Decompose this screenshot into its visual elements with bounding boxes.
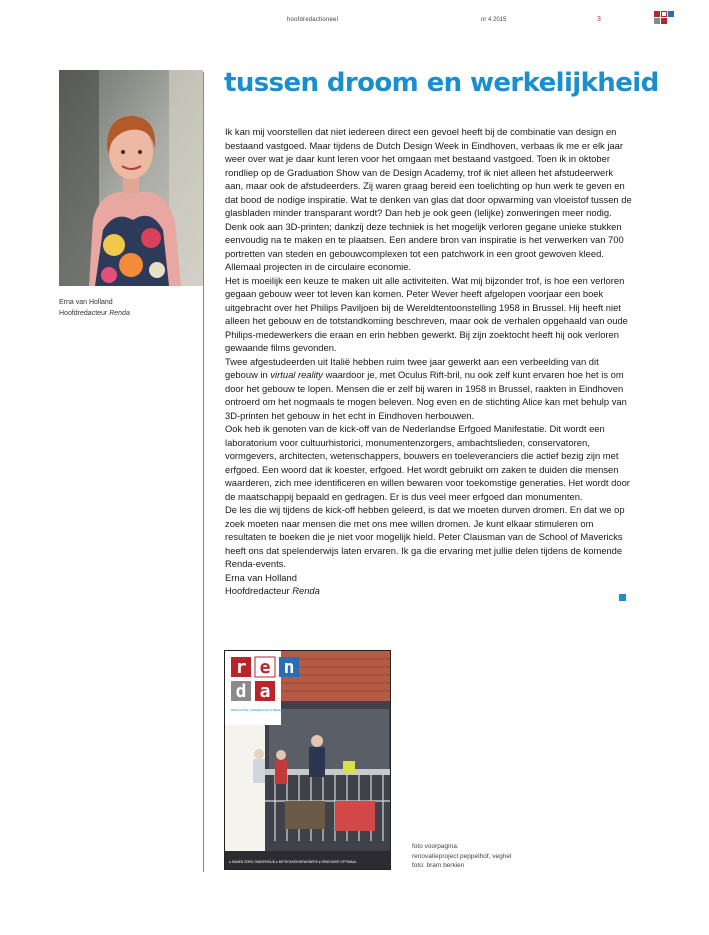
cover-tagline: RENOVATIE, ONDERHOUD & BEHEER [231, 708, 286, 712]
portrait-caption [59, 297, 130, 319]
cover-logo-letter-d: d [235, 681, 247, 702]
portrait-illustration [59, 70, 203, 286]
end-of-article-marker [619, 594, 626, 601]
paragraph-1: Ik kan mij voorstellen dat niet iedereen direct een gevoel heeft bij de combinatie van design en bestaand vastgoed. Maar tijdens de Dutch Design Week in Eindhoven, verbaas ik me er elk jaar weer over wat je daar kunt leren voor het omgaan met bestaand vastgoed. Toen ik in oktober rondliep op de Graduation Show van de Design Academy, trof ik niet alleen het afstudeerwerk aan, maar ook de afstudeerders. Zij waren graag bereid een toelichting op hun werk te geven en dat bood de nodige inspiratie. Wat te denken van glas dat door opwarming van vloeistof tussen de glasbladen minder transparant wordt? Dan heb je ook geen (lelijke) zonweringen meer nodig. Denk ook aan 3D-printen; dankzij deze techniek is het mogelijk verloren gegane unieke stukken eenvoudig na te maken en te plaatsen. Een andere bron van inspiratie is het verwerken van 700 portretten van steden en gebouwcomplexen tot een patchwork in een groot gewoven kleed. Allemaal projecten in de circulaire economie. [225, 126, 632, 272]
portrait-photo [59, 70, 203, 286]
portrait-role: Hoofdredacteur Renda [59, 310, 130, 317]
header-issue: nr 4 2015 [481, 17, 507, 23]
column-divider [203, 72, 204, 872]
cover-logo-letter-n: n [283, 657, 295, 678]
cover-caption [412, 842, 511, 871]
magazine-cover [224, 650, 391, 870]
paragraph-2: Het is moeilijk een keuze te maken uit alle activiteiten. Wat mij bijzonder trof, is hoe een verloren gegaan gebouw weer tot leven kan komen. Peter Wever heeft afgelopen voorjaar een boek uitgebracht over het Philips Paviljoen bij de Wereldtentoonstelling 1958 in Brussel. Hij heeft niet alleen het gebouw en de totstandkoming beschreven, maar ook de verhalen opgehaald van oude Philips-medewerkers die eraan en erin hebben gewerkt. Bij zijn zoektocht heeft hij ook verloren gewaande films gevonden. [225, 274, 628, 353]
cover-logo-letter-e: e [259, 657, 271, 678]
running-header [0, 17, 709, 31]
cover-caption-line-2: renovatieproject peppelhof, veghel [412, 852, 512, 860]
article-title: tussen droom en werkelijkheid [224, 68, 659, 98]
cover-illustration [225, 651, 391, 870]
paragraph-4: Ook heb ik genoten van de kick-off van de Nederlandse Erfgoed Manifestatie. Dit wordt een laboratorium voor cultuurhistorici, monumentenzorgers, ambachtslieden, conservatoren, vormgevers, architecten, wetenschappers, bouwers en toeleveranciers die actief bezig zijn met erfgoed. Een woord dat ik koester, erfgoed. Het wordt gebruikt om zaken te duiden die mensen waarderen, zich mee identificeren en willen bewaren voor toekomstige generaties. Het wordt door de maatschappij bepaald en gedragen. Er is dus veel meer erfgoed dan monumenten. [225, 423, 630, 502]
cover-logo-letter-r: r [235, 657, 247, 678]
cover-caption-line-3: foto: bram berkien [412, 862, 465, 869]
renda-mini-logo [654, 11, 675, 25]
cover-caption-line-1: foto voorpagina: [412, 843, 459, 850]
portrait-name: Erna van Holland [59, 299, 113, 306]
page-number: 3 [597, 16, 601, 23]
paragraph-3: Twee afgestudeerden uit Italië hebben ruim twee jaar gewerkt aan een verbeelding van dit gebouw in virtual reality waardoor je, met Oculus Rift-bril, nu ook zelf kunt ervaren hoe het is om door het gebouw te lopen. Mensen die er zelf bij waren in 1958 in Brussel, raakten in Eindhoven ontroerd om het nogmaals te mogen beleven. Nog even en de stichting Alice kan met behulp van 3D-printen het gebouw in het echt in Eindhoven herbouwen. [225, 355, 627, 421]
signoff-role: Hoofdredacteur Renda [225, 585, 320, 596]
signoff-name: Erna van Holland [225, 571, 297, 583]
cover-bottom-strip: ● SAMEN ZORG ONDERHOUD ● BETROKKEN BEWONERS ● RENOVATIE OPTIMAAL [229, 860, 357, 864]
paragraph-5: De les die wij tijdens de kick-off hebben geleerd, is dat we moeten durven dromen. En dat we op zoek moeten naar mensen die met ons mee willen dromen. Je kunt elkaar stimuleren om resultaten te boeken die je niet voor mogelijk hield. Peter Clausman van de School of Mavericks heeft ons dat spelenderwijs laten ervaren. Ik ga die ervaring met jullie delen tijdens de komende Renda-events. [225, 504, 625, 569]
cover-logo-letter-a: a [259, 681, 271, 702]
header-section: hoofdredactioneel [287, 17, 339, 23]
article-body [225, 125, 633, 598]
